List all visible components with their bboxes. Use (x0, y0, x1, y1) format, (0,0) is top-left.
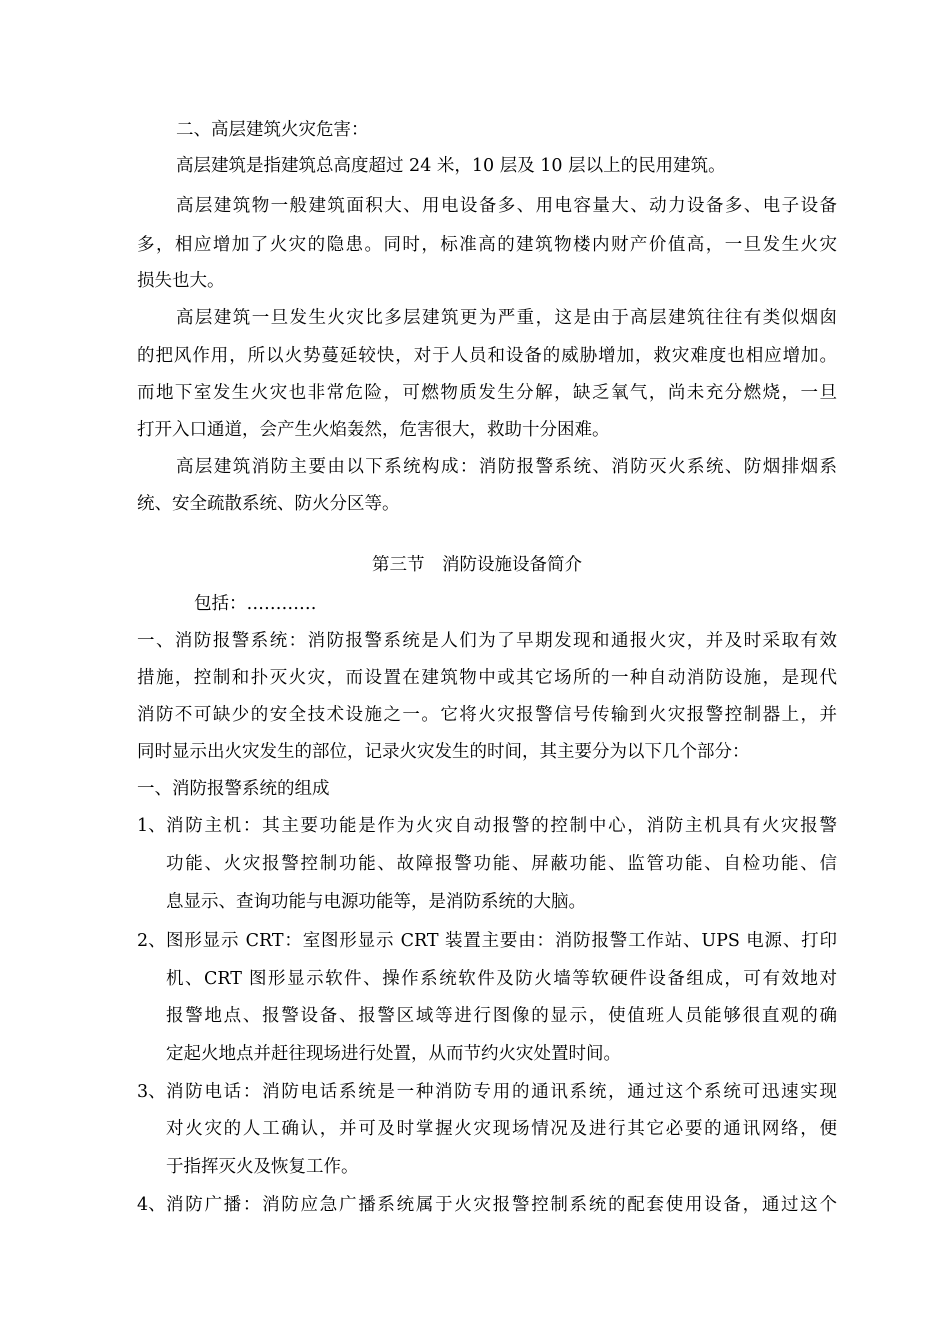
paragraph-line: 统、安全疏散系统、防火分区等。 (137, 494, 400, 514)
list-item-line: 消防电话：消防电话系统是一种消防专用的通讯系统，通过这个系统可迅速实现 (166, 1082, 837, 1102)
section-title: 第三节 消防设施设备简介 (372, 555, 582, 575)
paragraph-line: 消防不可缺少的安全技术设施之一。它将火灾报警信号传输到火灾报警控制器上，并 (137, 705, 837, 725)
list-item-number: 3、 (137, 1082, 166, 1102)
paragraph-line: 打开入口通道，会产生火焰轰然，危害很大，救助十分困难。 (137, 420, 610, 440)
paragraph-line: 措施，控制和扑灭火灾，而设置在建筑物中或其它场所的一种自动消防设施，是现代 (137, 668, 837, 688)
paragraph-line: 高层建筑是指建筑总高度超过 24 米，10 层及 10 层以上的民用建筑。 (176, 156, 726, 176)
paragraph-line: 高层建筑一旦发生火灾比多层建筑更为严重，这是由于高层建筑往往有类似烟囱 (176, 308, 837, 328)
list-item-line: 对火灾的人工确认，并可及时掌握火灾现场情况及进行其它必要的通讯网络，便 (166, 1119, 837, 1139)
list-item-line: 图形显示 CRT：室图形显示 CRT 装置主要由：消防报警工作站、UPS 电源、打印 (166, 931, 837, 951)
list-item-number: 2、 (137, 931, 166, 951)
paragraph-line: 高层建筑物一般建筑面积大、用电设备多、用电容量大、动力设备多、电子设备 (176, 196, 837, 216)
list-item-line: 机、CRT 图形显示软件、操作系统软件及防火墙等软硬件设备组成，可有效地对 (166, 969, 837, 989)
paragraph-line: 同时显示出火灾发生的部位，记录火灾发生的时间，其主要分为以下几个部分： (137, 742, 750, 762)
list-item-line: 于指挥灭火及恢复工作。 (166, 1157, 359, 1177)
includes-line: 包括：………… (194, 594, 317, 614)
subheading: 一、消防报警系统的组成 (137, 779, 330, 799)
paragraph-line: 一、消防报警系统：消防报警系统是人们为了早期发现和通报火灾，并及时采取有效 (137, 631, 837, 651)
list-item-line: 功能、火灾报警控制功能、故障报警功能、屏蔽功能、监管功能、自检功能、信 (166, 854, 837, 874)
list-item-line: 消防主机：其主要功能是作为火灾自动报警的控制中心，消防主机具有火灾报警 (166, 816, 837, 836)
paragraph-line: 损失也大。 (137, 271, 225, 291)
paragraph-line: 高层建筑消防主要由以下系统构成：消防报警系统、消防灭火系统、防烟排烟系 (176, 457, 837, 477)
paragraph-line: 的把风作用，所以火势蔓延较快，对于人员和设备的威胁增加，救灾难度也相应增加。 (137, 346, 837, 366)
list-item-number: 1、 (137, 816, 166, 836)
list-item-line: 消防广播：消防应急广播系统属于火灾报警控制系统的配套使用设备，通过这个 (166, 1195, 837, 1215)
paragraph-line: 而地下室发生火灾也非常危险，可燃物质发生分解，缺乏氧气，尚未充分燃烧，一旦 (137, 383, 837, 403)
list-item-number: 4、 (137, 1195, 166, 1215)
list-item-line: 报警地点、报警设备、报警区域等进行图像的显示，使值班人员能够很直观的确 (166, 1006, 837, 1026)
list-item-line: 息显示、查询功能与电源功能等，是消防系统的大脑。 (166, 892, 586, 912)
paragraph-line: 多，相应增加了火灾的隐患。同时，标准高的建筑物楼内财产价值高，一旦发生火灾 (137, 235, 837, 255)
list-item-line: 定起火地点并赶往现场进行处置，从而节约火灾处置时间。 (166, 1044, 621, 1064)
section-heading: 二、高层建筑火灾危害： (176, 120, 369, 140)
